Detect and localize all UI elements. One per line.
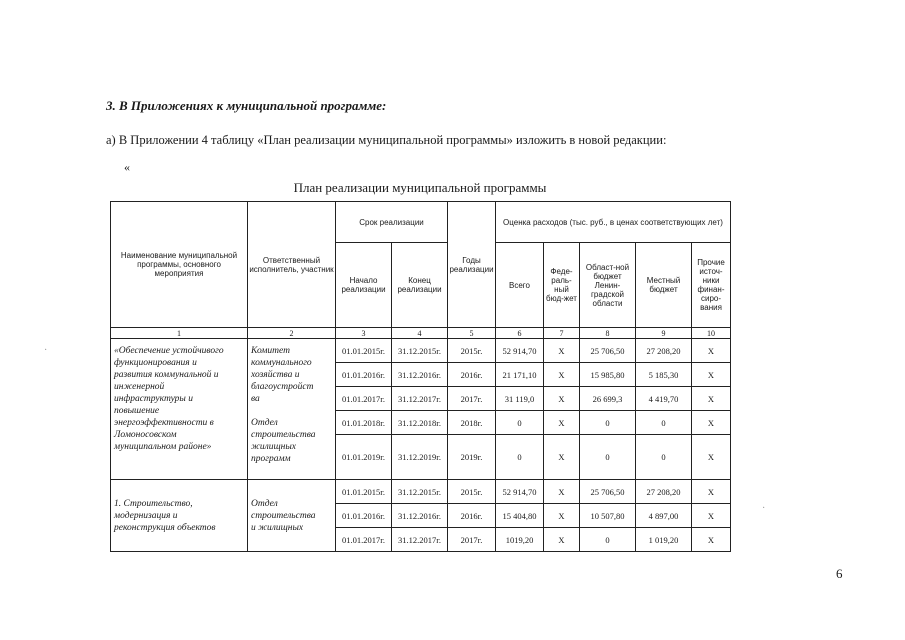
data-cell: 52 914,70 <box>496 480 544 504</box>
data-cell: 2015г. <box>448 480 496 504</box>
header-name: Наименование муниципальной программы, основного мероприятия <box>111 202 248 328</box>
column-number: 4 <box>392 328 448 339</box>
header-costs: Оценка расходов (тыс. руб., в ценах соответствующих лет) <box>496 202 731 243</box>
data-cell: Х <box>544 504 580 528</box>
data-cell: 0 <box>580 528 636 552</box>
data-cell: 2016г. <box>448 504 496 528</box>
data-cell: 31.12.2019г. <box>392 435 448 480</box>
data-cell: 15 985,80 <box>580 363 636 387</box>
program-name-line: модернизация и <box>114 510 178 521</box>
data-cell: 01.01.2015г. <box>336 339 392 363</box>
table-row <box>111 339 731 363</box>
data-cell: 5 185,30 <box>636 363 692 387</box>
data-cell: 2018г. <box>448 411 496 435</box>
data-cell: Х <box>544 435 580 480</box>
data-cell: 2015г. <box>448 339 496 363</box>
data-cell: Х <box>692 528 731 552</box>
executor-line: строительства <box>251 510 316 521</box>
table-row <box>111 480 731 504</box>
header-local: Местный бюджет <box>636 243 692 328</box>
data-cell: 1019,20 <box>496 528 544 552</box>
executor-line: строительства <box>251 430 316 440</box>
column-number: 7 <box>544 328 580 339</box>
data-cell: 52 914,70 <box>496 339 544 363</box>
data-cell: Х <box>692 339 731 363</box>
header-executor: Ответственный исполнитель, участник <box>248 202 336 328</box>
data-cell: Х <box>692 411 731 435</box>
header-end: Конец реализации <box>392 243 448 328</box>
data-cell: 0 <box>636 435 692 480</box>
data-cell: 27 208,20 <box>636 480 692 504</box>
data-cell: Х <box>544 387 580 411</box>
data-cell: 31.12.2016г. <box>392 504 448 528</box>
instruction-paragraph: а) В Приложении 4 таблицу «План реализации муниципальной программы» изложить в новой редакции: <box>106 133 667 147</box>
data-cell: 1 019,20 <box>636 528 692 552</box>
plan-table-wrapper <box>110 201 731 552</box>
column-number: 1 <box>111 328 248 339</box>
executor-line: Отдел <box>251 418 278 428</box>
data-cell: 31.12.2016г. <box>392 363 448 387</box>
data-cell: 2017г. <box>448 387 496 411</box>
program-name-cell <box>111 480 248 552</box>
header-years: Годы реализации <box>448 202 496 328</box>
data-cell: Х <box>544 528 580 552</box>
table-title: План реализации муниципальной программы <box>293 180 547 195</box>
data-cell: Х <box>692 387 731 411</box>
column-number: 8 <box>580 328 636 339</box>
data-cell: 0 <box>580 411 636 435</box>
executor-line: и жилищных <box>251 522 304 533</box>
program-name-line: муниципальном районе» <box>114 442 212 452</box>
data-cell: 21 171,10 <box>496 363 544 387</box>
column-number: 2 <box>248 328 336 339</box>
data-cell: 25 706,50 <box>580 339 636 363</box>
data-cell: 2019г. <box>448 435 496 480</box>
data-cell: 01.01.2016г. <box>336 363 392 387</box>
executor-line: благоустройст <box>251 382 314 392</box>
program-name-line: повышение <box>114 406 160 416</box>
data-cell: 01.01.2018г. <box>336 411 392 435</box>
header-other: Прочие источ-ники финан-сиро-вания <box>692 243 731 328</box>
data-cell: 26 699,3 <box>580 387 636 411</box>
data-cell: 31.12.2017г. <box>392 528 448 552</box>
program-name-line: энергоэффективности в <box>114 418 214 428</box>
executor-line: хозяйства и <box>251 370 300 380</box>
data-cell: 25 706,50 <box>580 480 636 504</box>
data-cell: 01.01.2017г. <box>336 387 392 411</box>
table-body <box>111 339 731 552</box>
data-cell: 0 <box>496 435 544 480</box>
column-number: 3 <box>336 328 392 339</box>
executor-line: Комитет <box>251 346 290 356</box>
data-cell: 0 <box>580 435 636 480</box>
scan-mark: · <box>44 345 48 356</box>
data-cell: Х <box>692 435 731 480</box>
data-cell: 31.12.2018г. <box>392 411 448 435</box>
executor-line: ва <box>251 394 260 404</box>
data-cell: Х <box>692 363 731 387</box>
header-total: Всего <box>496 243 544 328</box>
data-cell: 31 119,0 <box>496 387 544 411</box>
program-name-line: инфраструктуры и <box>114 394 193 404</box>
page-number: 6 <box>836 566 843 581</box>
program-name-line: Ломоносовском <box>114 430 177 440</box>
data-cell: Х <box>544 480 580 504</box>
data-cell: 01.01.2015г. <box>336 480 392 504</box>
data-cell: Х <box>544 339 580 363</box>
data-cell: 0 <box>496 411 544 435</box>
program-name-line: функционирования и <box>114 358 197 368</box>
data-cell: 2017г. <box>448 528 496 552</box>
header-federal: Феде-раль-ный бюд-жет <box>544 243 580 328</box>
data-cell: Х <box>692 504 731 528</box>
data-cell: 2016г. <box>448 363 496 387</box>
program-name-cell <box>111 339 248 480</box>
data-cell: 10 507,80 <box>580 504 636 528</box>
data-cell: 31.12.2015г. <box>392 339 448 363</box>
data-cell: 31.12.2015г. <box>392 480 448 504</box>
executor-cell <box>248 339 336 480</box>
program-name-line: 1. Строительство, <box>114 498 193 509</box>
program-name-line: развития коммунальной и <box>114 370 219 380</box>
executor-line: жилищных <box>251 442 297 452</box>
data-cell: Х <box>544 363 580 387</box>
data-cell: 27 208,20 <box>636 339 692 363</box>
data-cell: 4 419,70 <box>636 387 692 411</box>
column-number: 9 <box>636 328 692 339</box>
executor-cell <box>248 480 336 552</box>
column-number-row <box>111 328 731 339</box>
executor-line: программ <box>251 454 291 464</box>
header-term: Срок реализации <box>336 202 448 243</box>
opening-quote: « <box>124 160 130 174</box>
data-cell: Х <box>544 411 580 435</box>
data-cell: 4 897,00 <box>636 504 692 528</box>
executor-line <box>251 405 332 417</box>
executor-line: коммунального <box>251 358 312 368</box>
data-cell: 01.01.2017г. <box>336 528 392 552</box>
data-cell: 01.01.2016г. <box>336 504 392 528</box>
section-heading: 3. В Приложениях к муниципальной программе: <box>106 98 387 113</box>
program-name-line: реконструкция объектов <box>114 522 216 533</box>
data-cell: Х <box>692 480 731 504</box>
data-cell: 0 <box>636 411 692 435</box>
header-start: Начало реализации <box>336 243 392 328</box>
column-number: 10 <box>692 328 731 339</box>
column-number: 5 <box>448 328 496 339</box>
data-cell: 15 404,80 <box>496 504 544 528</box>
program-name-line: инженерной <box>114 382 165 392</box>
data-cell: 31.12.2017г. <box>392 387 448 411</box>
data-cell: 01.01.2019г. <box>336 435 392 480</box>
executor-line: Отдел <box>251 498 278 509</box>
program-name-line: «Обеспечение устойчивого <box>114 346 224 356</box>
scan-mark: · <box>762 503 766 514</box>
plan-table <box>110 201 731 552</box>
header-regional: Област-ной бюджет Ленин-градской области <box>580 243 636 328</box>
column-number: 6 <box>496 328 544 339</box>
